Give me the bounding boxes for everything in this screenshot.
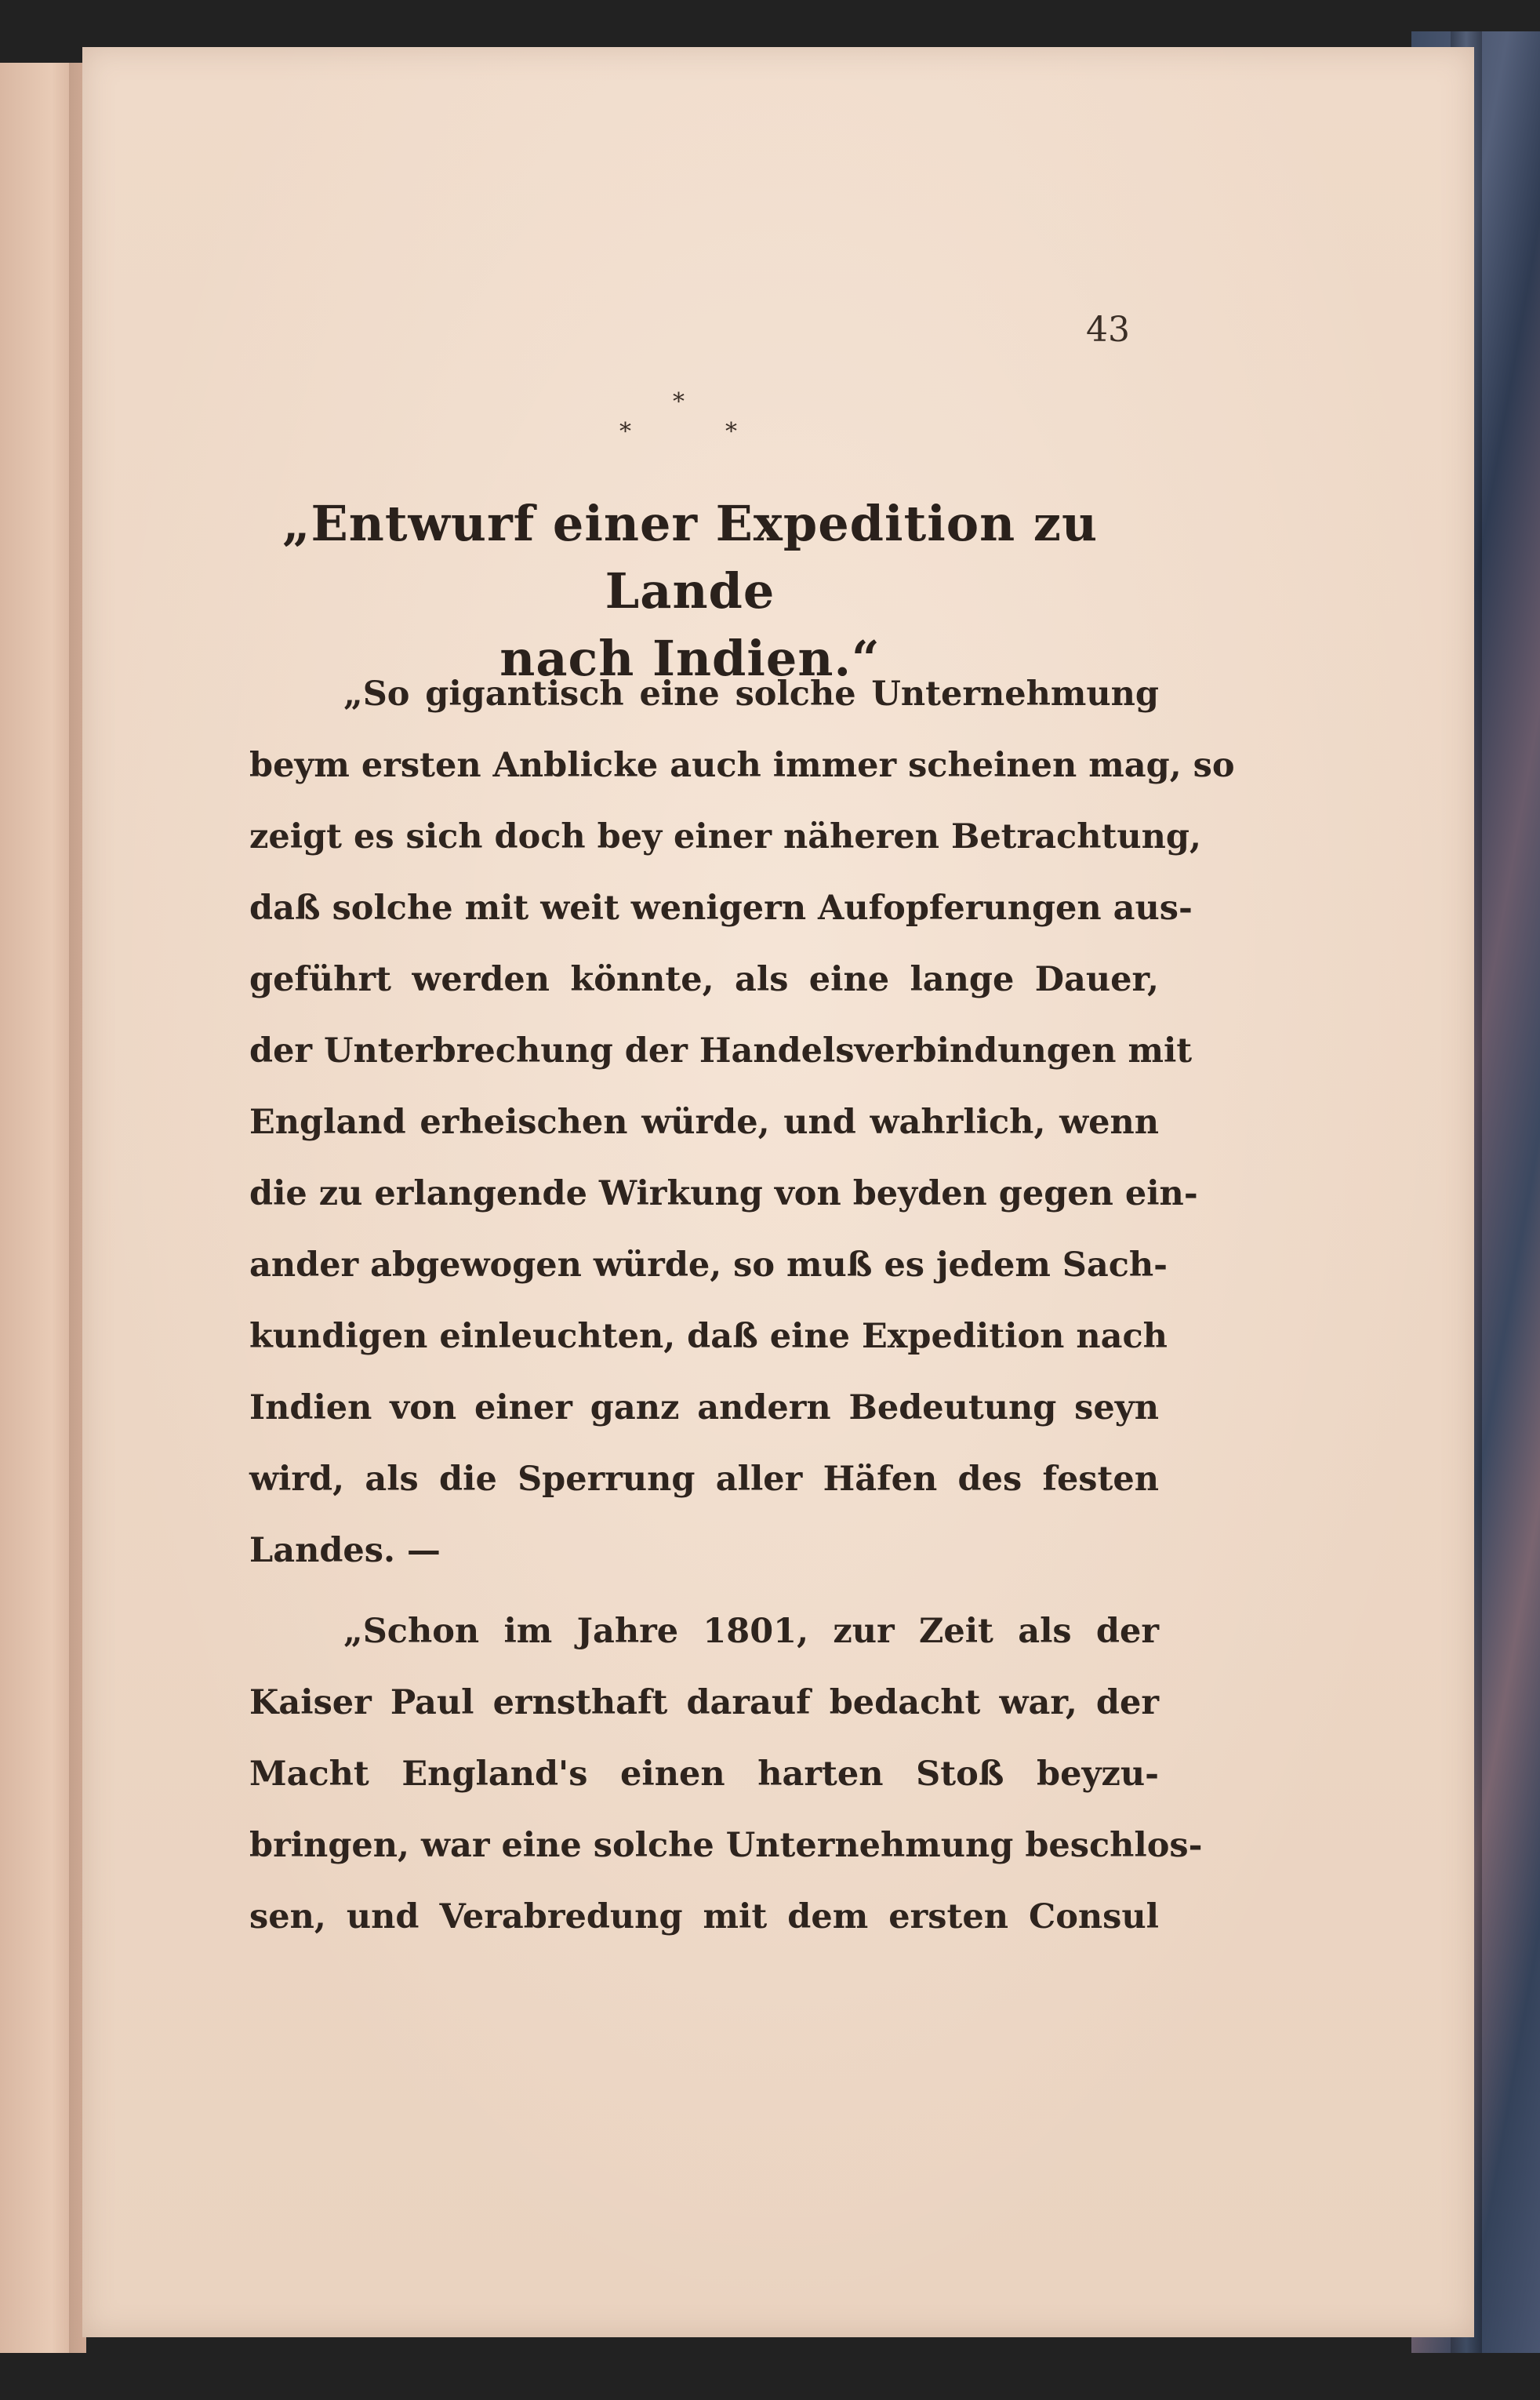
text-line: „Schon im Jahre 1801, zur Zeit als der <box>343 1612 1159 1651</box>
text-line: Macht England's einen harten Stoß beyzu- <box>249 1755 1159 1794</box>
text-line: „So gigantisch eine solche Unternehmung <box>343 675 1159 714</box>
title-line: nach Indien.“ <box>499 630 881 687</box>
asterisk-top: * <box>673 388 685 416</box>
paragraph-1 <box>249 659 1235 1587</box>
page-number: 43 <box>1086 310 1130 350</box>
text-line: Kaiser Paul ernsthaft darauf bedacht war, der <box>249 1683 1159 1722</box>
text-line: daß solche mit weit wenigern Aufopferungen aus- <box>249 889 1193 928</box>
asterism-ornament <box>619 388 745 459</box>
text-line: der Unterbrechung der Handelsverbindungen mit <box>249 1031 1193 1071</box>
text-line: Indien von einer ganz andern Bedeutung seyn <box>249 1388 1159 1427</box>
text-line: die zu erlangende Wirkung von beyden gegen ein- <box>249 1174 1198 1213</box>
text-line: kundigen einleuchten, daß eine Expedition nach <box>249 1317 1168 1356</box>
text-line: zeigt es sich doch bey einer näheren Betrachtung, <box>249 817 1201 856</box>
text-line: ander abgewogen würde, so muß es jedem Sach- <box>249 1245 1168 1285</box>
paragraph-2 <box>249 1596 1203 1953</box>
asterisk-right: * <box>725 418 737 445</box>
title-line: „Entwurf einer Expedition zu Lande <box>281 495 1099 620</box>
text-line: geführt werden könnte, als eine lange Dauer, <box>249 960 1159 999</box>
text-line: England erheischen würde, und wahrlich, wenn <box>249 1103 1159 1142</box>
text-line: sen, und Verabredung mit dem ersten Consul <box>249 1897 1159 1936</box>
text-line: beym ersten Anblicke auch immer scheinen mag, so <box>249 746 1235 785</box>
text-line: Landes. — <box>249 1531 441 1570</box>
text-line: wird, als die Sperrung aller Häfen des festen <box>249 1460 1159 1499</box>
asterisk-left: * <box>619 418 631 445</box>
text-line: bringen, war eine solche Unternehmung beschlos- <box>249 1826 1203 1865</box>
